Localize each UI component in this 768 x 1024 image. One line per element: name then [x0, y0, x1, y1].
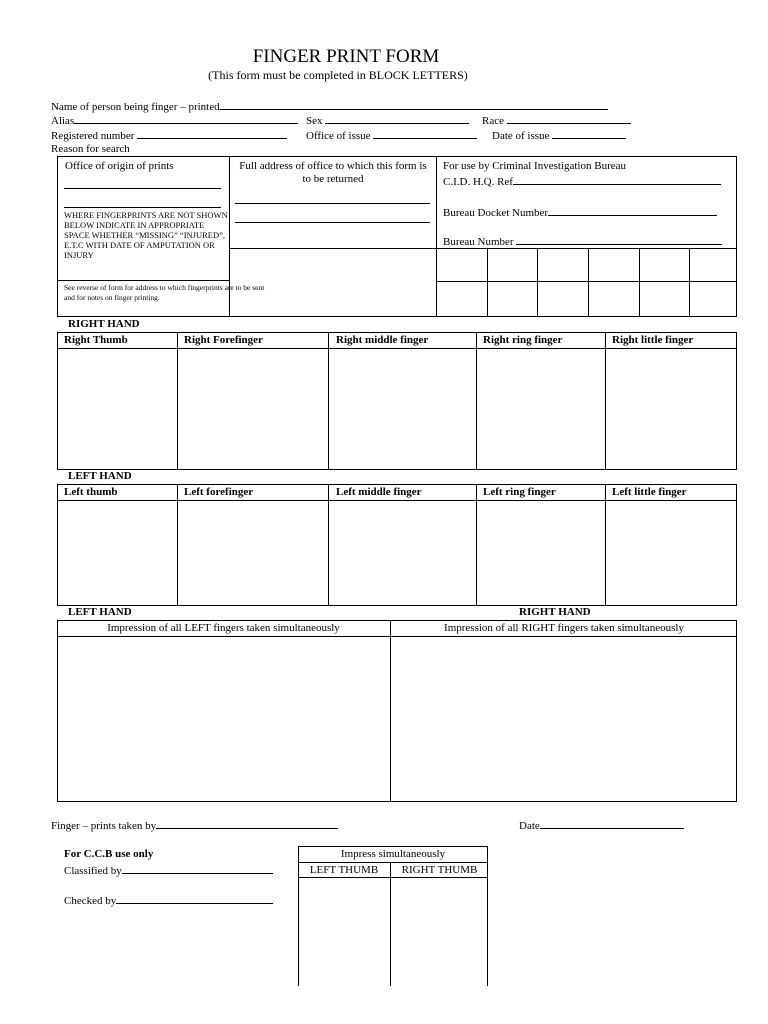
docket-row	[443, 205, 717, 220]
reverse-note: See reverse of form for address to which fingerprints are to be sent and for notes on finger printing.	[64, 283, 265, 302]
bureau-number-field[interactable]	[516, 234, 722, 245]
reason-row	[51, 143, 130, 156]
ccb-label: For C.C.B use only	[64, 848, 154, 860]
right-thumb-header-small: RIGHT THUMB	[401, 864, 478, 876]
race-field[interactable]	[507, 113, 631, 124]
right-middle-print-area[interactable]	[329, 349, 476, 469]
office-issue-row	[306, 128, 477, 143]
classified-label: Classified by	[64, 865, 122, 877]
right-forefinger-print-area[interactable]	[178, 349, 328, 469]
name-row	[51, 99, 608, 114]
left-middle-print-area[interactable]	[329, 501, 476, 605]
registered-field[interactable]	[137, 128, 287, 139]
sex-label: Sex	[306, 115, 323, 127]
right-little-print-area[interactable]	[606, 349, 736, 469]
footer-date-field[interactable]	[540, 818, 684, 829]
registered-label: Registered number	[51, 130, 135, 142]
docket-field[interactable]	[548, 205, 717, 216]
cid-ref-row	[443, 174, 721, 189]
right-thumb-print-area[interactable]	[58, 349, 177, 469]
left-forefinger-header: Left forefinger	[184, 486, 254, 498]
left-middle-header: Left middle finger	[336, 486, 422, 498]
alias-row	[51, 113, 298, 128]
left-thumb-header: Left thumb	[64, 486, 118, 498]
impress-header: Impress simultaneously	[340, 848, 446, 860]
simultaneous-left-hand-label: LEFT HAND	[68, 606, 132, 618]
cib-use-label: For use by Criminal Investigation Bureau	[443, 160, 626, 172]
race-label: Race	[482, 115, 504, 127]
date-issue-field[interactable]	[552, 128, 626, 139]
classified-row	[64, 863, 273, 878]
right-middle-header: Right middle finger	[336, 334, 429, 346]
left-little-print-area[interactable]	[606, 501, 736, 605]
footer-date-label: Date	[519, 820, 540, 832]
taken-by-row	[51, 818, 338, 833]
left-ring-header: Left ring finger	[483, 486, 556, 498]
right-hand-label: RIGHT HAND	[68, 318, 140, 330]
alias-label: Alias	[51, 115, 75, 127]
office-origin-line-1[interactable]	[64, 188, 221, 189]
bureau-number-row	[443, 234, 722, 249]
simultaneous-right-header: Impression of all RIGHT fingers taken simultaneously	[444, 622, 684, 634]
registered-row	[51, 128, 287, 143]
footer-date-row	[519, 818, 684, 833]
return-address-label: Full address of office to which this form is to be returned	[239, 160, 427, 185]
race-row	[482, 113, 631, 128]
office-issue-field[interactable]	[373, 128, 477, 139]
cid-ref-field[interactable]	[513, 174, 721, 185]
left-little-header: Left little finger	[612, 486, 687, 498]
reason-label: Reason for search	[51, 143, 130, 155]
cid-ref-label: C.I.D. H.Q. Ref	[443, 176, 513, 188]
alias-field[interactable]	[74, 113, 298, 124]
left-thumb-header-small: LEFT THUMB	[309, 864, 379, 876]
left-ring-print-area[interactable]	[477, 501, 605, 605]
simultaneous-right-hand-label: RIGHT HAND	[519, 606, 591, 618]
return-address-line-1[interactable]	[235, 203, 430, 204]
form-subtitle: (This form must be completed in BLOCK LETTERS)	[208, 68, 468, 82]
sex-row	[306, 113, 469, 128]
left-forefinger-print-area[interactable]	[178, 501, 328, 605]
bureau-number-label: Bureau Number	[443, 236, 514, 248]
office-issue-label: Office of issue	[306, 130, 371, 142]
checked-field[interactable]	[116, 893, 273, 904]
classified-field[interactable]	[122, 863, 273, 874]
right-ring-print-area[interactable]	[477, 349, 605, 469]
date-issue-row	[492, 128, 626, 143]
checked-row	[64, 893, 273, 908]
simultaneous-left-header: Impression of all LEFT fingers taken simultaneously	[107, 622, 340, 634]
date-issue-label: Date of issue	[492, 130, 550, 142]
simultaneous-right-print-area[interactable]	[391, 637, 736, 801]
checked-label: Checked by	[64, 895, 117, 907]
impress-left-thumb-area[interactable]	[299, 878, 390, 984]
right-forefinger-header: Right Forefinger	[184, 334, 263, 346]
form-title: FINGER PRINT FORM	[252, 46, 440, 67]
taken-by-field[interactable]	[156, 818, 338, 829]
return-address-line-2[interactable]	[235, 222, 430, 223]
office-origin-line-2[interactable]	[64, 207, 221, 208]
name-field[interactable]	[220, 99, 608, 110]
right-little-header: Right little finger	[612, 334, 694, 346]
docket-label: Bureau Docket Number	[443, 207, 549, 219]
simultaneous-left-print-area[interactable]	[58, 637, 390, 801]
sex-field[interactable]	[325, 113, 469, 124]
left-hand-label: LEFT HAND	[68, 470, 132, 482]
right-thumb-header: Right Thumb	[64, 334, 128, 346]
office-origin-label: Office of origin of prints	[65, 160, 174, 172]
name-label: Name of person being finger – printed	[51, 101, 220, 113]
right-ring-header: Right ring finger	[483, 334, 563, 346]
left-thumb-print-area[interactable]	[58, 501, 177, 605]
missing-note: WHERE FINGERPRINTS ARE NOT SHOWN BELOW INDICATE IN APPROPRIATE SPACE WHETHER “MISSING” “INJURED”, E.T.C WITH DATE OF AMPUTATION OR INJURY	[64, 210, 228, 260]
impress-right-thumb-area[interactable]	[391, 878, 487, 984]
taken-by-label: Finger – prints taken by	[51, 820, 157, 832]
